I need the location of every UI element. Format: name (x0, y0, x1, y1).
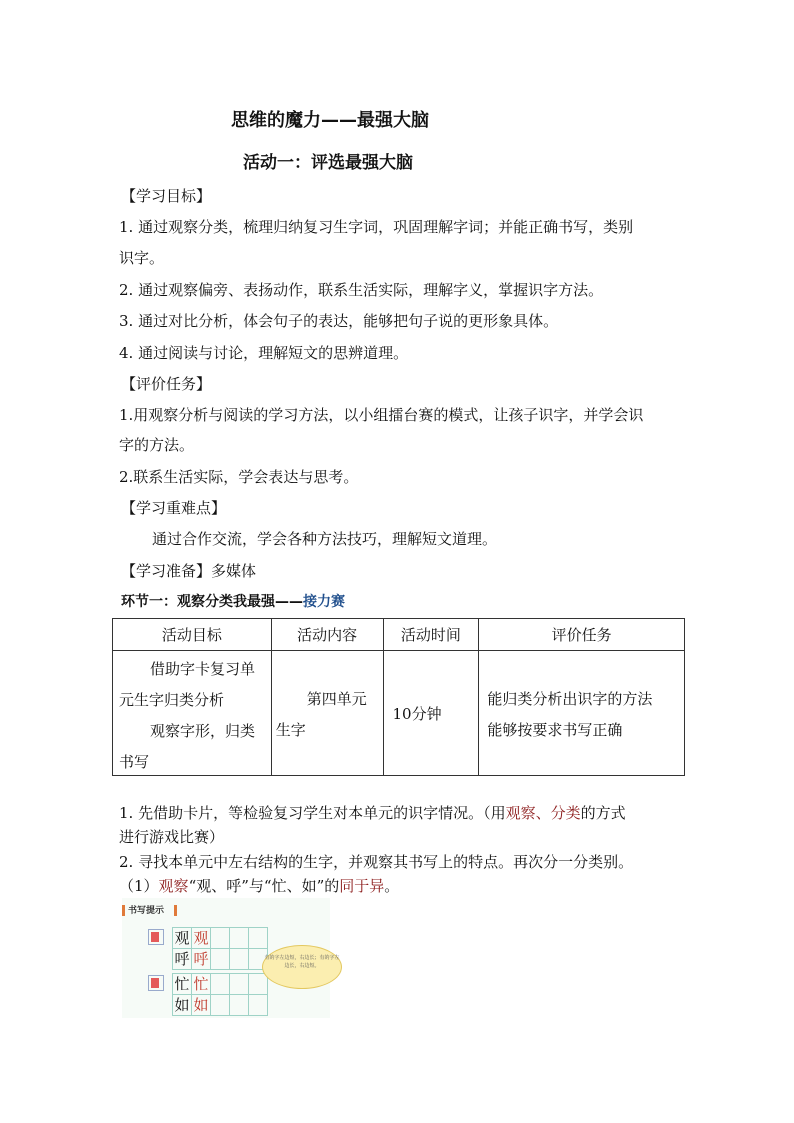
char-black: 呼 (172, 948, 191, 970)
activity-table (112, 618, 685, 776)
goal-cell-line: 观察字形，归类 (150, 722, 256, 740)
tip-label: 书写提示 (128, 906, 165, 916)
step-1 (119, 803, 626, 823)
task-line-1b: 字的方法。 (119, 436, 195, 454)
goal-cell-line: 元生字归类分析 (119, 691, 225, 709)
tip-mark-right (174, 905, 177, 916)
grid-row (172, 948, 268, 970)
grid-cell (210, 927, 229, 949)
step-1-cont: 进行游戏比赛） (119, 828, 225, 846)
step-3-highlight-diff: 同于异 (339, 877, 385, 895)
eval-cell-line: 能够按要求书写正确 (487, 721, 623, 739)
step-3-end: 。 (384, 877, 400, 895)
step-1-highlight-classify: 分类 (550, 804, 581, 822)
task-line-1: 1.用观察分析与阅读的学习方法，以小组擂台赛的模式，让孩子识字，并学会识 (119, 406, 644, 424)
char-red: 呼 (191, 948, 210, 970)
table-cell-goal (113, 651, 272, 776)
char-black: 忙 (172, 973, 191, 995)
prep-text: 多媒体 (211, 562, 257, 580)
goal-line-4: 4. 通过阅读与讨论，理解短文的思辨道理。 (119, 344, 409, 362)
table-header-goal: 活动目标 (113, 619, 272, 651)
section1-highlight: 接力赛 (303, 594, 345, 610)
char-red: 忙 (191, 973, 210, 995)
table-cell-content (271, 651, 383, 776)
table-cell-time (383, 651, 479, 776)
goals-header: 【学习目标】 (121, 187, 212, 205)
goal-cell-line: 借助字卡复习单 (150, 660, 256, 678)
time-cell-text: 10分钟 (392, 705, 442, 723)
goal-line-2: 2. 通过观察偏旁、表扬动作，联系生活实际，理解字义，掌握识字方法。 (119, 281, 604, 299)
content-cell-line: 生字 (275, 721, 306, 739)
task-line-2: 2.联系生活实际，学会表达与思考。 (119, 468, 359, 486)
step-3 (119, 876, 399, 896)
char-red: 观 (191, 927, 210, 949)
grid-cell (229, 948, 248, 970)
table-row (113, 651, 685, 776)
table-header-time: 活动时间 (383, 619, 479, 651)
grid-cell (229, 994, 248, 1016)
goal-line-1: 1. 通过观察分类，梳理归纳复习生字词，巩固理解字词；并能正确书写，类别 (119, 218, 634, 236)
stroke-card-icon (148, 975, 164, 991)
keypoints-header: 【学习重难点】 (121, 499, 227, 517)
char-black: 观 (172, 927, 191, 949)
goal-cell-line: 书写 (119, 753, 150, 771)
table-header-eval: 评价任务 (479, 619, 685, 651)
content-cell-line: 第四单元 (306, 690, 367, 708)
grid-cell (210, 994, 229, 1016)
grid-cell (210, 948, 229, 970)
grid-row (172, 994, 268, 1016)
page-title: 思维的魔力——最强大脑 (231, 110, 429, 131)
grid-cell (248, 994, 268, 1016)
tasks-header: 【评价任务】 (121, 375, 212, 393)
grid-row (172, 973, 268, 995)
speech-bubble: 有的字左边短，右边长；有的字左边长，右边短。 (262, 945, 342, 989)
step-3-highlight-observe: 观察 (158, 877, 189, 895)
step-1-text-end: 的方式 (580, 804, 626, 822)
step-2: 2. 寻找本单元中左右结构的生字，并观察其书写上的特点。再次分一分类别。 (119, 853, 634, 871)
section1-heading (121, 592, 345, 612)
section1-prefix: 环节一：观察分类我最强—— (121, 594, 303, 610)
goal-line-3: 3. 通过对比分析，体会句子的表达，能够把句子说的更形象具体。 (119, 312, 559, 330)
char-red: 如 (191, 994, 210, 1016)
tip-mark-left (122, 905, 125, 916)
step-1-highlight-observe: 观察 (505, 804, 536, 822)
prep-line (121, 561, 256, 581)
stroke-card-icon (148, 929, 164, 945)
step-3-text: “观、呼”与“忙、如”的 (188, 877, 340, 895)
table-header-row (113, 619, 685, 651)
grid-row (172, 927, 268, 949)
step-1-separator: 、 (535, 804, 551, 822)
grid-cell (229, 973, 248, 995)
table-cell-eval (479, 651, 685, 776)
table-header-content: 活动内容 (271, 619, 383, 651)
grid-cell (229, 927, 248, 949)
keypoints-text: 通过合作交流，学会各种方法技巧，理解短文道理。 (152, 530, 498, 548)
eval-cell-line: 能归类分析出识字的方法 (487, 690, 653, 708)
char-black: 如 (172, 994, 191, 1016)
goal-line-1b: 识字。 (119, 249, 165, 267)
activity-title: 活动一：评选最强大脑 (243, 153, 413, 173)
prep-header: 【学习准备】 (121, 562, 212, 580)
grid-cell (248, 927, 268, 949)
step-3-num: （1） (119, 877, 159, 895)
step-1-text: 1. 先借助卡片，等检验复习学生对本单元的识字情况。（用 (119, 804, 506, 822)
grid-cell (210, 973, 229, 995)
